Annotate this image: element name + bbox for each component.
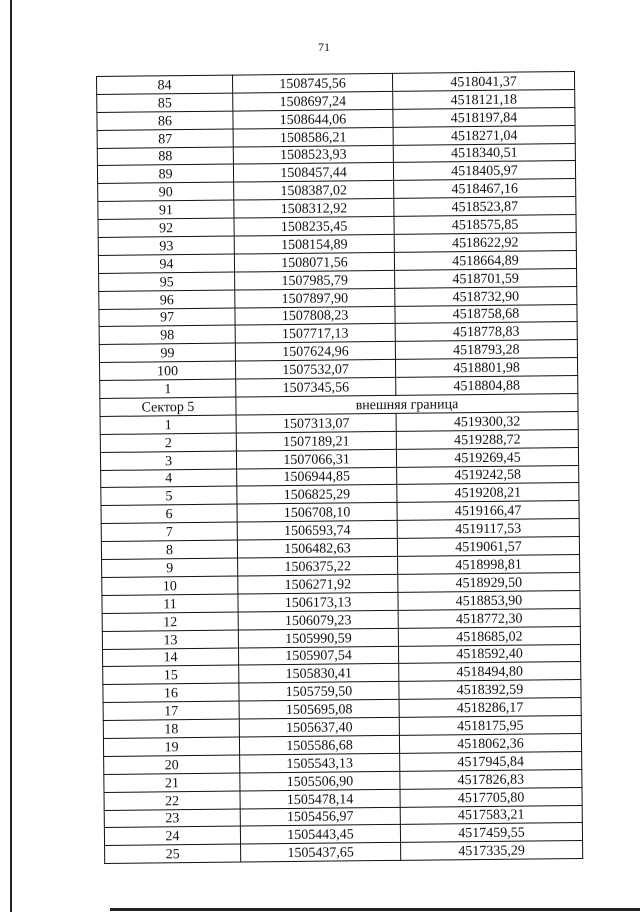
- y-coordinate: 4518592,40: [398, 644, 580, 664]
- y-coordinate: 4518701,59: [395, 268, 577, 288]
- x-coordinate: 1505443,45: [240, 825, 400, 845]
- y-coordinate: 4518732,90: [395, 286, 577, 306]
- x-coordinate: 1508586,21: [233, 127, 393, 147]
- y-coordinate: 4517459,55: [400, 823, 582, 843]
- x-coordinate: 1505830,41: [239, 664, 399, 684]
- x-coordinate: 1508457,44: [233, 163, 393, 183]
- x-coordinate: 1507066,31: [236, 449, 396, 469]
- y-coordinate: 4519288,72: [396, 429, 578, 449]
- y-coordinate: 4518772,30: [398, 608, 580, 628]
- x-coordinate: 1507808,23: [235, 306, 395, 326]
- point-number: 98: [99, 326, 235, 345]
- point-number: 24: [104, 826, 240, 845]
- point-number: 21: [104, 773, 240, 792]
- y-coordinate: 4518804,88: [396, 376, 578, 396]
- y-coordinate: 4518467,16: [394, 179, 576, 199]
- point-number: 89: [97, 165, 233, 184]
- point-number: 8: [101, 540, 237, 559]
- x-coordinate: 1505543,13: [240, 753, 400, 773]
- point-number: 1: [100, 379, 236, 398]
- point-number: 5: [101, 487, 237, 506]
- point-number: 97: [99, 308, 235, 327]
- point-number: 100: [100, 361, 236, 380]
- x-coordinate: 1505907,54: [238, 646, 398, 666]
- x-coordinate: 1505637,40: [239, 717, 399, 737]
- y-coordinate: 4518929,50: [398, 572, 580, 592]
- x-coordinate: 1505759,50: [239, 682, 399, 702]
- x-coordinate: 1505478,14: [240, 789, 400, 809]
- point-number: 95: [99, 272, 235, 291]
- coordinates-table: [96, 71, 583, 864]
- x-coordinate: 1508235,45: [234, 217, 394, 237]
- y-coordinate: 4518197,84: [393, 107, 575, 127]
- x-coordinate: 1507345,56: [236, 378, 396, 398]
- point-number: 91: [98, 200, 234, 219]
- y-coordinate: 4519242,58: [397, 465, 579, 485]
- point-number: 23: [104, 809, 240, 828]
- y-coordinate: 4518998,81: [398, 555, 580, 575]
- y-coordinate: 4518575,85: [394, 215, 576, 235]
- x-coordinate: 1506944,85: [237, 467, 397, 487]
- x-coordinate: 1506593,74: [237, 521, 397, 541]
- point-number: 3: [100, 451, 236, 470]
- point-number: 96: [99, 290, 235, 309]
- point-number: 84: [97, 75, 233, 94]
- y-coordinate: 4517335,29: [401, 841, 583, 861]
- point-number: 16: [103, 683, 239, 702]
- x-coordinate: 1505586,68: [239, 735, 399, 755]
- x-coordinate: 1508071,56: [234, 252, 394, 272]
- point-number: 86: [97, 111, 233, 130]
- y-coordinate: 4518271,04: [393, 125, 575, 145]
- x-coordinate: 1508697,24: [233, 91, 393, 111]
- x-coordinate: 1508387,02: [234, 181, 394, 201]
- y-coordinate: 4519269,45: [396, 447, 578, 467]
- y-coordinate: 4518340,51: [393, 143, 575, 163]
- y-coordinate: 4517945,84: [400, 751, 582, 771]
- x-coordinate: 1508644,06: [233, 109, 393, 129]
- x-coordinate: 1507624,96: [235, 342, 395, 362]
- y-coordinate: 4518062,36: [399, 733, 581, 753]
- x-coordinate: 1506708,10: [237, 503, 397, 523]
- x-coordinate: 1506375,22: [238, 556, 398, 576]
- y-coordinate: 4519166,47: [397, 501, 579, 521]
- x-coordinate: 1507189,21: [236, 431, 396, 451]
- y-coordinate: 4518286,17: [399, 698, 581, 718]
- y-coordinate: 4518685,02: [398, 626, 580, 646]
- x-coordinate: 1508745,56: [232, 73, 392, 93]
- point-number: 17: [103, 701, 239, 720]
- point-number: 14: [103, 648, 239, 667]
- y-coordinate: 4519208,21: [397, 483, 579, 503]
- scan-border-bottom: [110, 908, 640, 911]
- x-coordinate: 1506825,29: [237, 485, 397, 505]
- x-coordinate: 1506173,13: [238, 592, 398, 612]
- boundary-label: внешняя граница: [236, 394, 578, 415]
- y-coordinate: 4518041,37: [392, 71, 574, 91]
- y-coordinate: 4519061,57: [397, 537, 579, 557]
- x-coordinate: 1508312,92: [234, 199, 394, 219]
- y-coordinate: 4518778,83: [395, 322, 577, 342]
- y-coordinate: 4518664,89: [394, 250, 576, 270]
- x-coordinate: 1507532,07: [235, 360, 395, 380]
- point-number: 25: [105, 844, 241, 863]
- scan-border-left: [10, 0, 12, 912]
- y-coordinate: 4518121,18: [393, 89, 575, 109]
- point-number: 9: [102, 558, 238, 577]
- y-coordinate: 4518801,98: [395, 358, 577, 378]
- table-body-after: [100, 411, 583, 863]
- point-number: 94: [98, 254, 234, 273]
- x-coordinate: 1508154,89: [234, 234, 394, 254]
- page-number: 71: [318, 40, 330, 54]
- y-coordinate: 4518175,95: [399, 716, 581, 736]
- point-number: 88: [97, 147, 233, 166]
- y-coordinate: 4517705,80: [400, 787, 582, 807]
- sector-label: Сектор 5: [100, 397, 236, 416]
- point-number: 18: [103, 719, 239, 738]
- x-coordinate: 1506271,92: [238, 574, 398, 594]
- y-coordinate: 4518622,92: [394, 232, 576, 252]
- point-number: 92: [98, 218, 234, 237]
- point-number: 87: [97, 129, 233, 148]
- y-coordinate: 4517583,21: [400, 805, 582, 825]
- y-coordinate: 4518392,59: [399, 680, 581, 700]
- x-coordinate: 1507897,90: [235, 288, 395, 308]
- point-number: 99: [99, 343, 235, 362]
- y-coordinate: 4518494,80: [399, 662, 581, 682]
- x-coordinate: 1507717,13: [235, 324, 395, 344]
- x-coordinate: 1505506,90: [240, 771, 400, 791]
- point-number: 85: [97, 93, 233, 112]
- point-number: 22: [104, 791, 240, 810]
- x-coordinate: 1505456,97: [240, 807, 400, 827]
- point-number: 2: [100, 433, 236, 452]
- point-number: 12: [102, 612, 238, 631]
- point-number: 10: [102, 576, 238, 595]
- y-coordinate: 4518793,28: [395, 340, 577, 360]
- point-number: 1: [100, 415, 236, 434]
- x-coordinate: 1505990,59: [238, 628, 398, 648]
- point-number: 90: [98, 182, 234, 201]
- table-body-before: [97, 71, 578, 398]
- y-coordinate: 4518758,68: [395, 304, 577, 324]
- point-number: 7: [101, 522, 237, 541]
- y-coordinate: 4518405,97: [393, 161, 575, 181]
- point-number: 13: [102, 630, 238, 649]
- point-number: 6: [101, 504, 237, 523]
- y-coordinate: 4519117,53: [397, 519, 579, 539]
- x-coordinate: 1506079,23: [238, 610, 398, 630]
- x-coordinate: 1505437,65: [241, 843, 401, 863]
- point-number: 93: [98, 236, 234, 255]
- x-coordinate: 1505695,08: [239, 700, 399, 720]
- x-coordinate: 1508523,93: [233, 145, 393, 165]
- y-coordinate: 4519300,32: [396, 411, 578, 431]
- point-number: 15: [103, 665, 239, 684]
- y-coordinate: 4518853,90: [398, 590, 580, 610]
- point-number: 20: [104, 755, 240, 774]
- y-coordinate: 4517826,83: [400, 769, 582, 789]
- x-coordinate: 1506482,63: [237, 539, 397, 559]
- point-number: 11: [102, 594, 238, 613]
- x-coordinate: 1507313,07: [236, 413, 396, 433]
- point-number: 4: [101, 469, 237, 488]
- x-coordinate: 1507985,79: [235, 270, 395, 290]
- y-coordinate: 4518523,87: [394, 197, 576, 217]
- point-number: 19: [103, 737, 239, 756]
